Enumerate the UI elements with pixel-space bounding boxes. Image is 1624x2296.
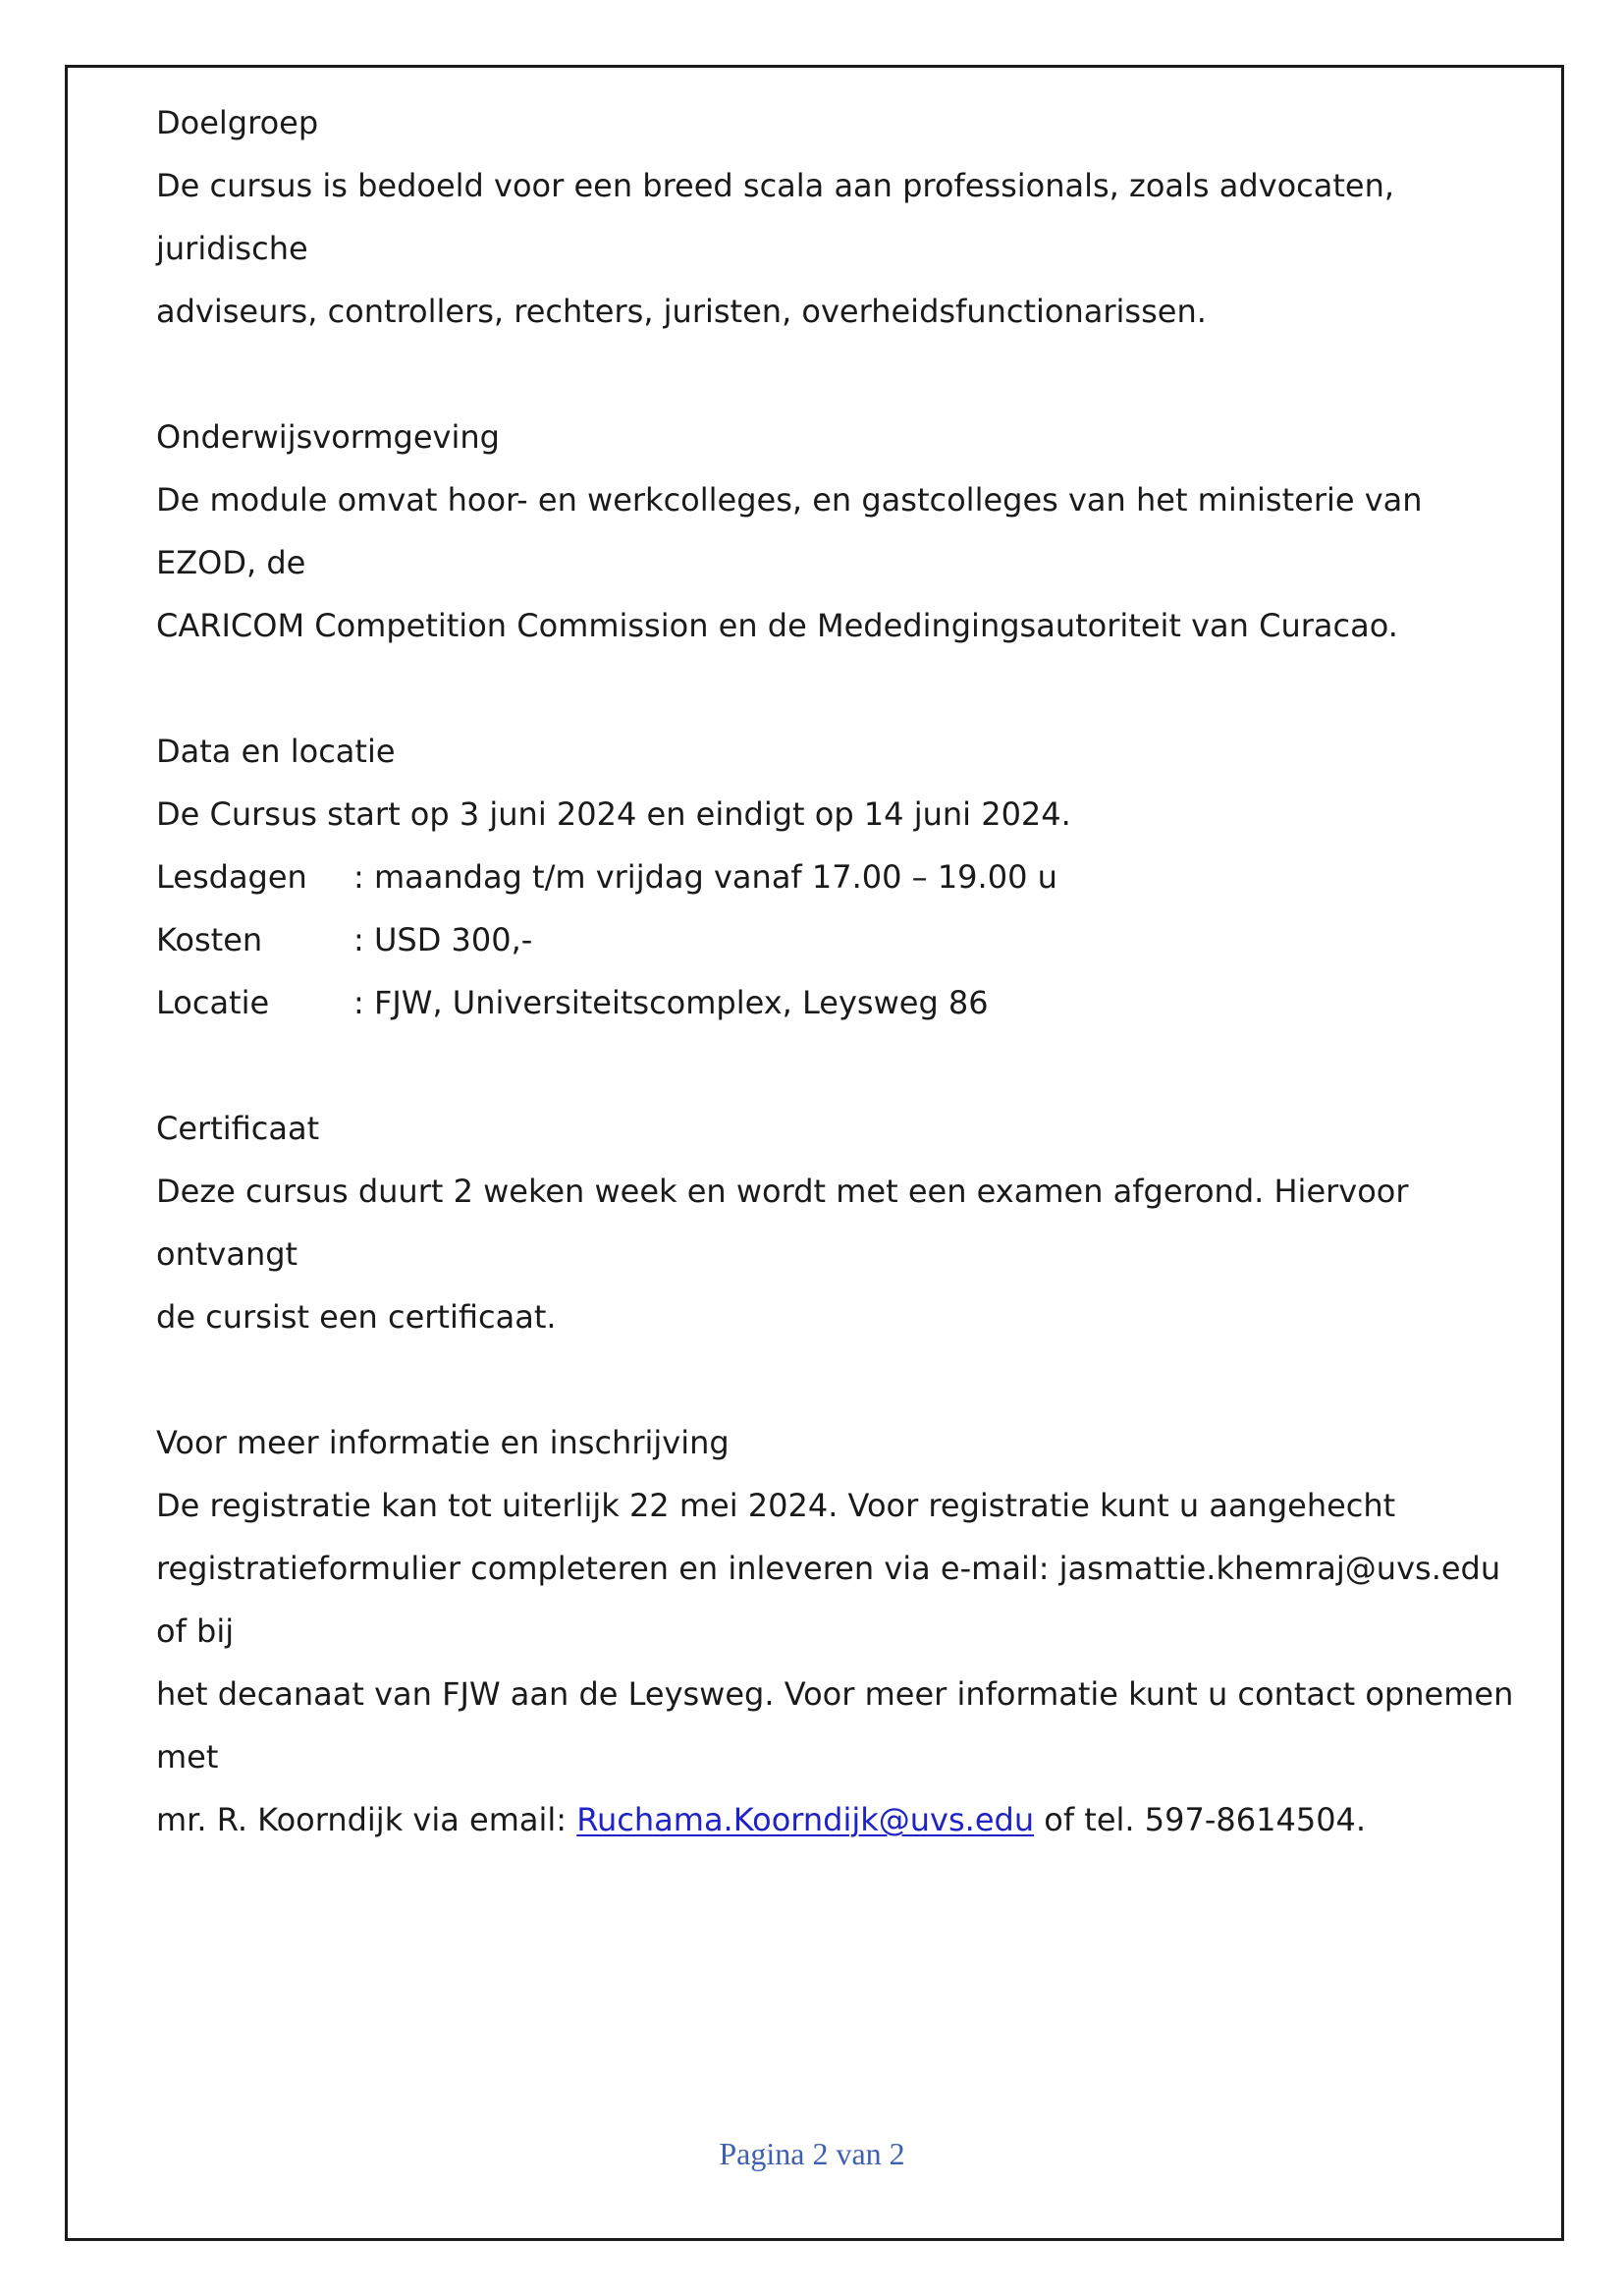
detail-row-lesdagen	[156, 846, 1521, 908]
section-heading: Voor meer informatie en inschrijving	[156, 1424, 730, 1461]
section-certificaat	[156, 1097, 1521, 1348]
detail-value: : USD 300,-	[353, 921, 533, 958]
section-heading: Onderwijsvormgeving	[156, 418, 500, 456]
contact-suffix: of tel. 597-8614504.	[1034, 1801, 1367, 1838]
contact-line	[156, 1788, 1521, 1851]
email-link[interactable]: Ruchama.Koorndijk@uvs.edu	[576, 1801, 1035, 1838]
paragraph-line: De cursus is bedoeld voor een breed scala aan professionals, zoals advocaten, juridische	[156, 167, 1395, 267]
paragraph-line: registratieformulier completeren en inleveren via e-mail: jasmattie.khemraj@uvs.edu of bij	[156, 1550, 1501, 1650]
detail-value: : maandag t/m vrijdag vanaf 17.00 – 19.00 u	[353, 858, 1057, 896]
section-heading: Doelgroep	[156, 104, 319, 141]
contact-prefix: mr. R. Koorndijk via email:	[156, 1801, 577, 1838]
paragraph-line: adviseurs, controllers, rechters, juristen, overheidsfunctionarissen.	[156, 293, 1207, 330]
paragraph-line: Deze cursus duurt 2 weken week en wordt met een examen afgerond. Hiervoor ontvangt	[156, 1173, 1409, 1273]
section-doelgroep	[156, 91, 1521, 343]
course-dates: De Cursus start op 3 juni 2024 en eindigt op 14 juni 2024.	[156, 795, 1071, 833]
detail-label: Locatie	[156, 984, 270, 1021]
detail-label: Lesdagen	[156, 858, 307, 896]
paragraph-line: De module omvat hoor- en werkcolleges, en gastcolleges van het ministerie van EZOD, de	[156, 481, 1423, 581]
paragraph-line: De registratie kan tot uiterlijk 22 mei 2024. Voor registratie kunt u aangehecht	[156, 1487, 1396, 1524]
paragraph-line: de cursist een certificaat.	[156, 1298, 557, 1336]
section-informatie-inschrijving	[156, 1411, 1521, 1851]
page-number: Pagina 2 van 2	[719, 2136, 905, 2171]
detail-label: Kosten	[156, 921, 263, 958]
section-heading: Certificaat	[156, 1110, 320, 1147]
detail-row-kosten	[156, 908, 1521, 971]
document-body	[156, 91, 1521, 1851]
section-data-en-locatie	[156, 720, 1521, 1034]
paragraph-line: CARICOM Competition Commission en de Mededingingsautoriteit van Curacao.	[156, 607, 1398, 644]
section-onderwijsvormgeving	[156, 406, 1521, 657]
section-heading: Data en locatie	[156, 733, 396, 770]
paragraph-line: het decanaat van FJW aan de Leysweg. Voor meer informatie kunt u contact opnemen met	[156, 1675, 1514, 1776]
detail-value: : FJW, Universiteitscomplex, Leysweg 86	[353, 984, 989, 1021]
detail-row-locatie	[156, 971, 1521, 1034]
